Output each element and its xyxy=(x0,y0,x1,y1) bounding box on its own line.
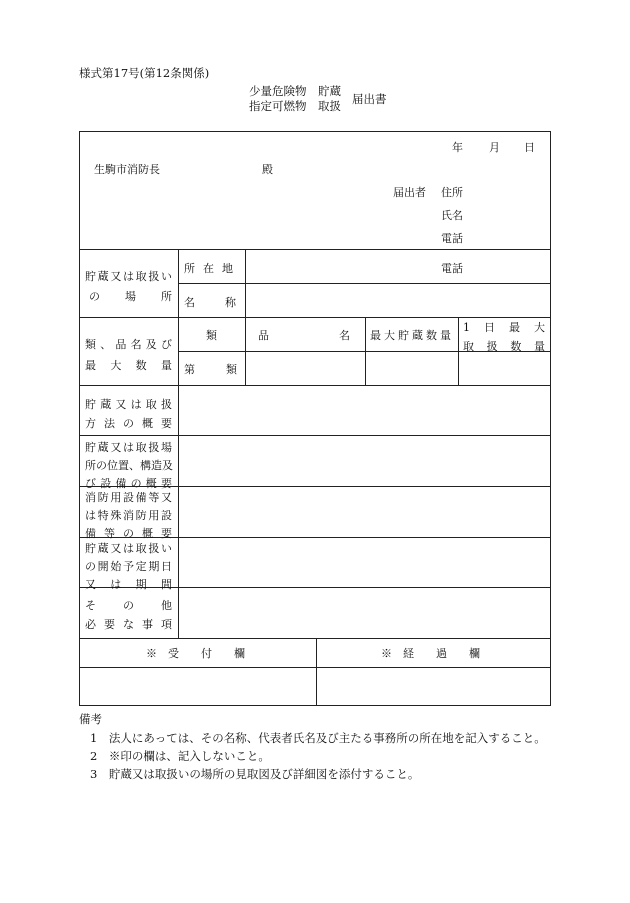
col-max-storage-header: 最大貯蔵数量 xyxy=(370,329,454,342)
address-label: 住所 xyxy=(441,186,463,199)
form-number: 様式第17号(第12条関係) xyxy=(79,66,210,80)
progress-column-header: ※ 経 過 欄 xyxy=(381,647,480,660)
honorific: 殿 xyxy=(262,163,273,176)
row-location-structure-label: 貯蔵又は取扱場 所の位置、構造及 び設備の概要 xyxy=(85,441,173,490)
row-other-matters-label: そ の 他 必要な事項 xyxy=(85,599,172,631)
note-item: 2 ※印の欄は、記入しないこと。 xyxy=(90,749,270,763)
note-item: 3 貯蔵又は取扱いの場所の見取図及び詳細図を添付すること。 xyxy=(90,767,420,781)
place-name-label: 名称 xyxy=(184,296,236,309)
title-storage: 貯蔵 xyxy=(318,84,341,98)
reception-column-header: ※ 受 付 欄 xyxy=(146,647,245,660)
place-section-label: 貯蔵又は取扱い の 場 所 xyxy=(85,270,172,303)
row-divider xyxy=(80,638,550,639)
col-name-header: 名 xyxy=(339,329,350,342)
col-divider xyxy=(365,317,366,385)
name-label: 氏名 xyxy=(441,209,463,222)
phone-label: 電話 xyxy=(441,232,463,245)
month-label: 月 xyxy=(489,141,500,154)
place-phone-label: 電話 xyxy=(441,262,463,275)
col-divider xyxy=(316,638,317,705)
year-label: 年 xyxy=(452,141,463,154)
title-designated-combustibles: 指定可燃物 xyxy=(249,99,307,113)
row-divider xyxy=(80,385,550,386)
col-item-header: 品 xyxy=(258,329,269,342)
class-suffix: 類 xyxy=(226,363,237,376)
title-notification: 届出書 xyxy=(352,92,387,106)
col-class-header: 類 xyxy=(206,329,217,342)
notes-title: 備考 xyxy=(79,712,102,726)
note-item: 1 法人にあっては、その名称、代表者氏名及び主たる事務所の所在地を記入すること。 xyxy=(90,731,546,745)
items-section-label: 類、品名及び 最大数量 xyxy=(85,338,172,372)
title-handling: 取扱 xyxy=(318,99,341,113)
col-divider xyxy=(178,249,179,638)
col-daily-max-header: 1 日 最 大 取 扱 数 量 xyxy=(463,321,545,353)
row-storage-method-label: 貯蔵又は取扱 方法の概要 xyxy=(85,398,172,430)
row-divider xyxy=(80,317,550,318)
addressee: 生駒市消防長 xyxy=(94,163,160,176)
col-divider xyxy=(245,249,246,385)
location-label: 所在地 xyxy=(184,262,241,275)
row-start-date-label: 貯蔵又は取扱い の開始予定期日 又 は 期 間 xyxy=(85,542,172,591)
row-divider xyxy=(178,283,550,284)
day-label: 日 xyxy=(524,141,535,154)
row-divider xyxy=(80,435,550,436)
applicant-label: 届出者 xyxy=(393,186,426,199)
row-fire-equipment-label: 消防用設備等又 は特殊消防用設 備等の概要 xyxy=(85,491,172,540)
col-divider xyxy=(458,317,459,385)
title-hazardous-materials: 少量危険物 xyxy=(249,84,307,98)
row-divider xyxy=(80,667,550,668)
class-prefix: 第 xyxy=(184,363,195,376)
row-divider xyxy=(80,249,550,250)
